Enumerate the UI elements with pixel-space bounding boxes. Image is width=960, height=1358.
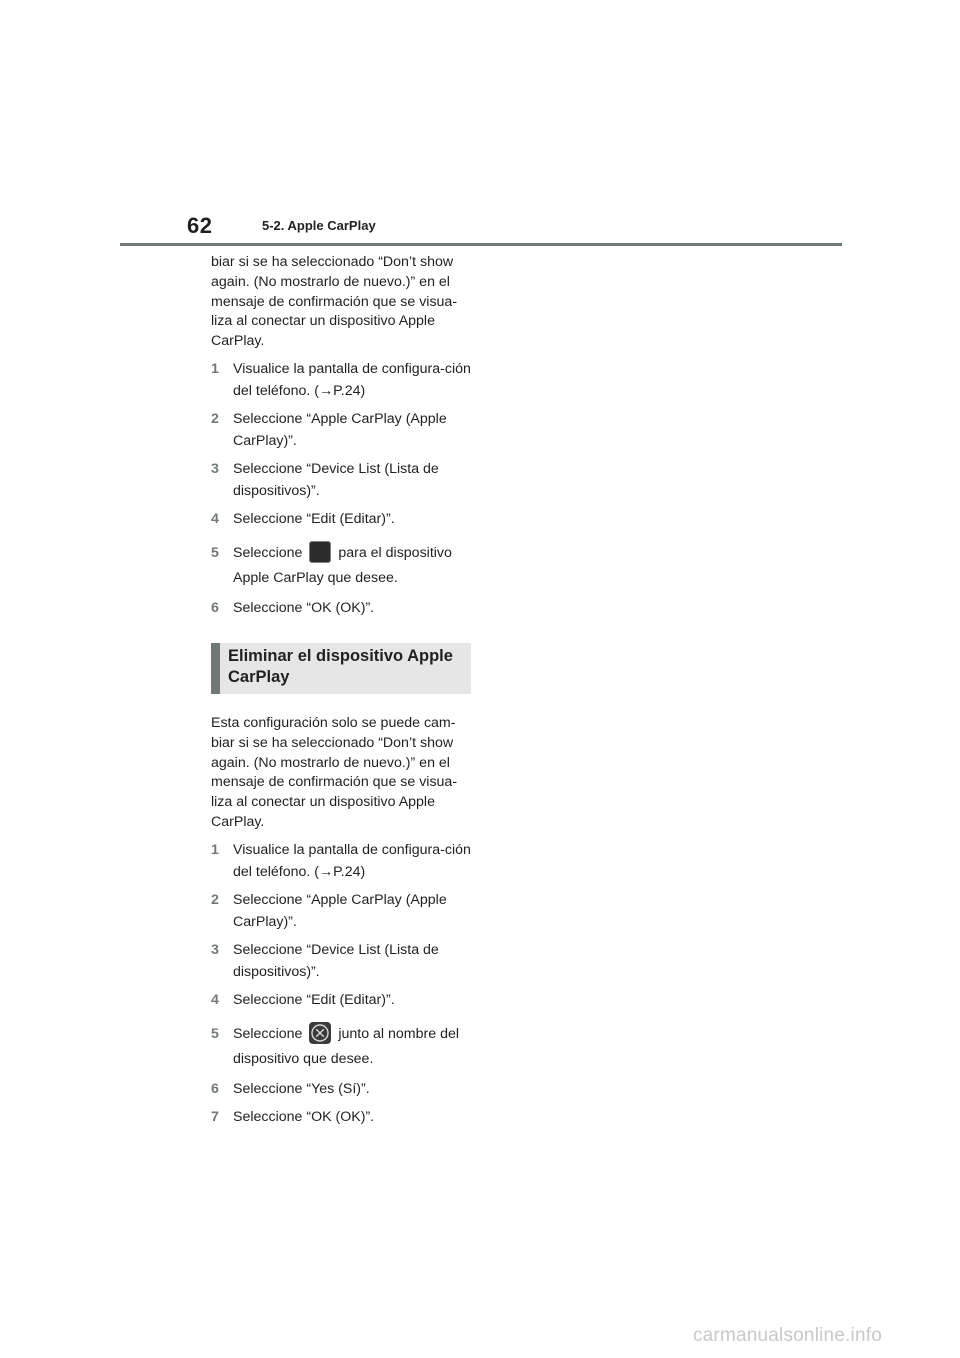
list-item — [211, 1022, 471, 1072]
step-text — [233, 541, 471, 591]
step-number: 4 — [211, 991, 219, 1008]
content-column — [211, 253, 471, 1128]
step-text-after: junto al nombre del dispositivo que desee. — [233, 1025, 459, 1067]
step-text: Seleccione “Device List (Lista de dispositivos)”. — [233, 460, 439, 499]
header-divider — [120, 243, 842, 246]
step-number: 5 — [211, 544, 219, 561]
list-item — [211, 989, 471, 1011]
square-icon — [309, 541, 331, 563]
list-item — [211, 889, 471, 933]
step-text: Seleccione “Apple CarPlay (Apple CarPlay)”. — [233, 410, 447, 449]
step-text: Seleccione “OK (OK)”. — [233, 599, 375, 616]
step-text-before: Seleccione — [233, 1025, 303, 1042]
step-text: Seleccione “Yes (Sí)”. — [233, 1080, 370, 1097]
list-item — [211, 508, 471, 530]
step-text: Visualice la pantalla de configura-ción del teléfono. (→P.24) — [233, 841, 471, 880]
steps-list-delete-device — [211, 839, 471, 1128]
page-number: 62 — [187, 213, 213, 238]
list-item — [211, 541, 471, 591]
step-number: 6 — [211, 1080, 219, 1097]
intro-paragraph: biar si se ha seleccionado “Don’t show again. (No mostrarlo de nuevo.)” en el mensaje de confirmación que se visua-liza al conectar un dispositivo Apple CarPlay. — [211, 254, 458, 350]
step-text: Seleccione “OK (OK)”. — [233, 1108, 375, 1125]
step-number: 3 — [211, 460, 219, 477]
step-text-after: para el dispositivo Apple CarPlay que desee. — [233, 544, 452, 586]
step-text: Seleccione “Device List (Lista de dispositivos)”. — [233, 941, 439, 980]
step-text: Seleccione “Edit (Editar)”. — [233, 991, 395, 1008]
delete-x-icon — [309, 1022, 331, 1044]
step-text: Seleccione “Edit (Editar)”. — [233, 510, 395, 527]
list-item — [211, 1106, 471, 1128]
list-item — [211, 597, 471, 619]
step-number: 3 — [211, 941, 219, 958]
steps-list-set-default — [211, 358, 471, 619]
step-text — [233, 1022, 471, 1072]
step-number: 1 — [211, 360, 219, 377]
list-item — [211, 839, 471, 883]
step-text-before: Seleccione — [233, 544, 303, 561]
step-number: 2 — [211, 410, 219, 427]
body-paragraph: Esta configuración solo se puede cam-biar si se ha seleccionado “Don’t show again. (No mostrarlo de nuevo.)” en el mensaje de confirmación que se visua-liza al conectar un dispositivo Apple CarPlay. — [211, 714, 458, 830]
list-item — [211, 939, 471, 983]
list-item — [211, 408, 471, 452]
section-heading: Eliminar el dispositivo Apple CarPlay — [211, 643, 471, 694]
step-number: 1 — [211, 841, 219, 858]
step-text: Visualice la pantalla de configura-ción del teléfono. (→P.24) — [233, 360, 471, 399]
list-item — [211, 1078, 471, 1100]
step-number: 2 — [211, 891, 219, 908]
step-text: Seleccione “Apple CarPlay (Apple CarPlay)”. — [233, 891, 447, 930]
step-number: 6 — [211, 599, 219, 616]
list-item — [211, 358, 471, 402]
section-title: 5-2. Apple CarPlay — [262, 218, 376, 233]
step-number: 5 — [211, 1025, 219, 1042]
step-number: 4 — [211, 510, 219, 527]
list-item — [211, 458, 471, 502]
footer-watermark: carmanualsonline.info — [692, 1325, 882, 1346]
step-number: 7 — [211, 1108, 219, 1125]
